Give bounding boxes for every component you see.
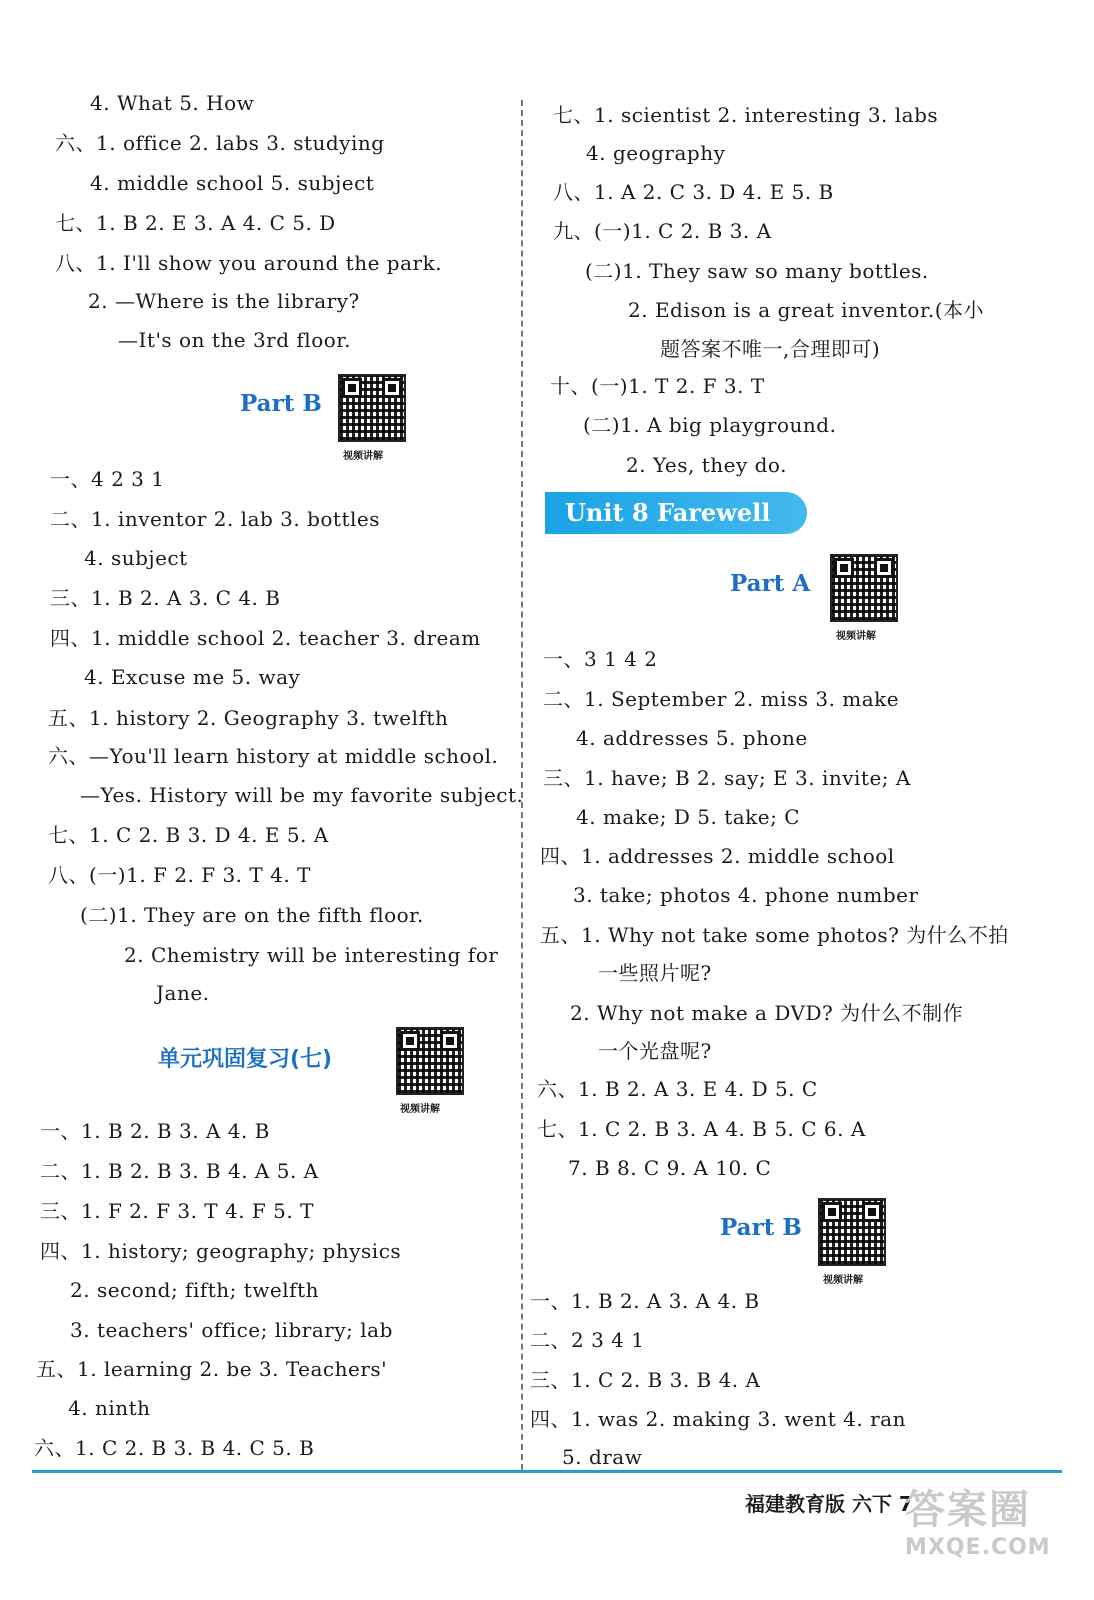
answer-line: 六、1. B 2. A 3. E 4. D 5. C <box>537 1077 818 1101</box>
answer-line: 六、1. C 2. B 3. B 4. C 5. B <box>34 1436 315 1460</box>
answer-line: 四、1. was 2. making 3. went 4. ran <box>530 1407 906 1431</box>
footer-text: 福建教育版 六下 7 <box>745 1492 913 1516</box>
answer-line: 三、1. have; B 2. say; E 3. invite; A <box>543 766 911 790</box>
footer-rule <box>32 1470 1062 1473</box>
answer-line: (二)1. They are on the fifth floor. <box>80 903 424 927</box>
qr-code-icon[interactable] <box>830 554 898 622</box>
answer-line: —It's on the 3rd floor. <box>118 328 351 352</box>
answer-line: 十、(一)1. T 2. F 3. T <box>550 374 765 398</box>
answer-line: 2. Yes, they do. <box>626 453 787 477</box>
answer-line: (二)1. A big playground. <box>583 413 837 437</box>
qr-code-icon[interactable] <box>818 1198 886 1266</box>
answer-line: 五、1. history 2. Geography 3. twelfth <box>48 706 449 730</box>
answer-line: 4. geography <box>586 141 726 165</box>
answer-line: 2. Edison is a great inventor.(本小 <box>628 298 984 322</box>
answer-line: 一、1. B 2. B 3. A 4. B <box>40 1119 270 1143</box>
answer-line: 八、(一)1. F 2. F 3. T 4. T <box>48 863 311 887</box>
watermark <box>905 1478 1051 1560</box>
part-a-title: Part A <box>730 570 811 597</box>
answer-line: —Yes. History will be my favorite subject. <box>80 783 524 807</box>
unit-banner: Unit 8 Farewell <box>545 492 807 534</box>
qr-code-icon[interactable] <box>338 374 406 442</box>
answer-line: 二、1. September 2. miss 3. make <box>543 687 900 711</box>
answer-line: 八、1. I'll show you around the park. <box>55 251 443 275</box>
qr-caption: 视频讲解 <box>400 1104 440 1115</box>
answer-line: 一个光盘呢? <box>598 1039 712 1063</box>
answer-line: 7. B 8. C 9. A 10. C <box>568 1156 772 1180</box>
answer-line: 七、1. B 2. E 3. A 4. C 5. D <box>55 211 336 235</box>
answer-line: 三、1. C 2. B 3. B 4. A <box>530 1368 761 1392</box>
answer-line: 八、1. A 2. C 3. D 4. E 5. B <box>553 180 834 204</box>
review-title: 单元巩固复习(七) <box>158 1047 333 1072</box>
answer-line: 2. Why not make a DVD? 为什么不制作 <box>570 1001 964 1025</box>
answer-line: 4. make; D 5. take; C <box>576 805 801 829</box>
answer-line: 2. second; fifth; twelfth <box>70 1278 319 1302</box>
answer-line: 七、1. C 2. B 3. A 4. B 5. C 6. A <box>537 1117 866 1141</box>
answer-line: 九、(一)1. C 2. B 3. A <box>553 219 772 243</box>
answer-line: 2. —Where is the library? <box>88 289 360 313</box>
answer-line: 四、1. middle school 2. teacher 3. dream <box>50 626 481 650</box>
watermark-top: 答案圈 <box>905 1487 1031 1533</box>
answer-line: 5. draw <box>562 1445 643 1469</box>
answer-line: 七、1. scientist 2. interesting 3. labs <box>553 103 939 127</box>
answer-line: 一些照片呢? <box>598 961 712 985</box>
answer-line: 七、1. C 2. B 3. D 4. E 5. A <box>48 823 329 847</box>
part-b-title: Part B <box>240 390 322 417</box>
answer-line: 二、1. B 2. B 3. B 4. A 5. A <box>40 1159 319 1183</box>
qr-caption: 视频讲解 <box>836 631 876 642</box>
answer-line: 二、1. inventor 2. lab 3. bottles <box>50 507 381 531</box>
watermark-bottom: MXQE.COM <box>905 1535 1051 1560</box>
answer-line: 4. subject <box>84 546 188 570</box>
answer-line: 4. What 5. How <box>90 91 255 115</box>
answer-line: 4. ninth <box>68 1396 151 1420</box>
qr-code-icon[interactable] <box>396 1027 464 1095</box>
answer-line: 一、4 2 3 1 <box>50 467 165 491</box>
answer-line: 六、—You'll learn history at middle school. <box>48 744 499 768</box>
answer-line: 二、2 3 4 1 <box>530 1328 645 1352</box>
answer-line: 2. Chemistry will be interesting for <box>124 943 499 967</box>
answer-line: 4. addresses 5. phone <box>576 726 808 750</box>
answer-line: 四、1. addresses 2. middle school <box>540 844 895 868</box>
answer-line: Jane. <box>156 981 210 1005</box>
answer-line: 一、1. B 2. A 3. A 4. B <box>530 1289 760 1313</box>
answer-line: 3. take; photos 4. phone number <box>573 883 919 907</box>
answer-line: 四、1. history; geography; physics <box>40 1239 402 1263</box>
answer-line: 三、1. F 2. F 3. T 4. F 5. T <box>40 1199 314 1223</box>
qr-caption: 视频讲解 <box>343 451 383 462</box>
answer-line: 4. middle school 5. subject <box>90 171 375 195</box>
column-divider <box>521 100 523 1470</box>
answer-line: 五、1. Why not take some photos? 为什么不拍 <box>540 923 1009 947</box>
answer-line: 六、1. office 2. labs 3. studying <box>55 131 385 155</box>
answer-line: 三、1. B 2. A 3. C 4. B <box>50 586 281 610</box>
answer-line: 五、1. learning 2. be 3. Teachers' <box>36 1357 388 1381</box>
answer-line: 3. teachers' office; library; lab <box>70 1318 393 1342</box>
answer-line: 一、3 1 4 2 <box>543 647 658 671</box>
answer-line: 题答案不唯一,合理即可) <box>660 337 881 361</box>
answer-line: 4. Excuse me 5. way <box>84 665 301 689</box>
qr-caption: 视频讲解 <box>823 1275 863 1286</box>
part-b-title: Part B <box>720 1214 802 1241</box>
answer-line: (二)1. They saw so many bottles. <box>585 259 929 283</box>
